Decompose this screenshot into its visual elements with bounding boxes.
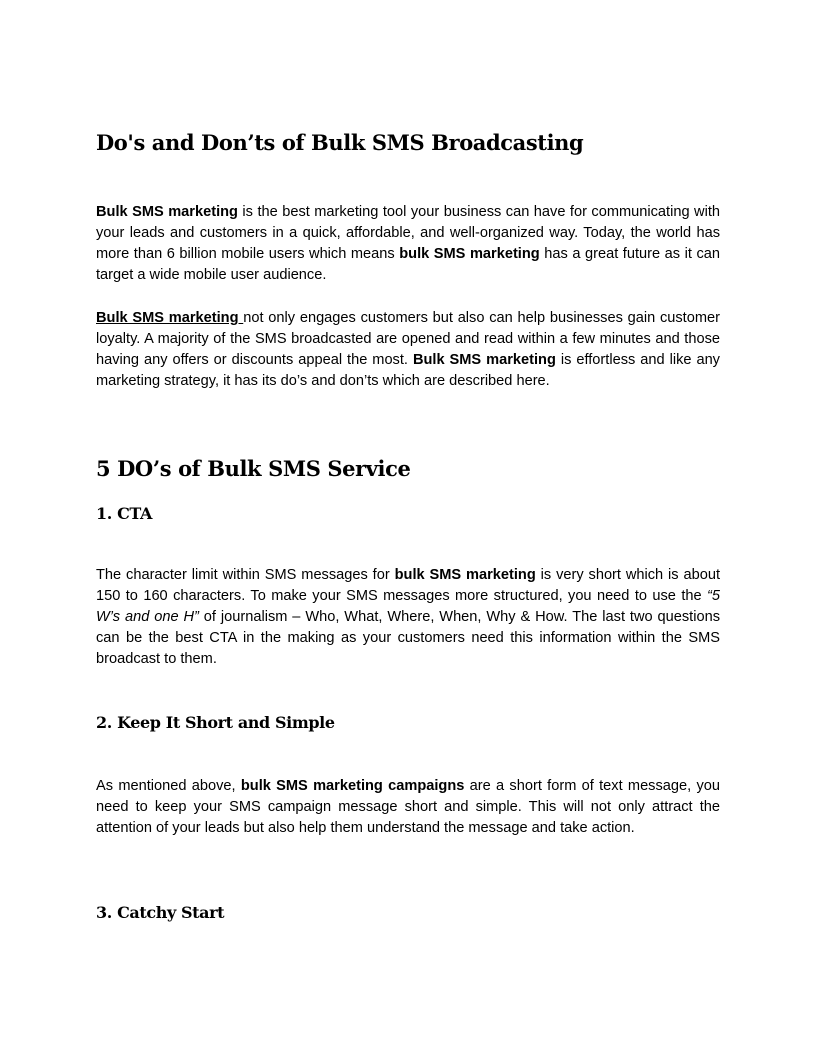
bulk-sms-marketing-link[interactable]: Bulk SMS marketing bbox=[96, 310, 244, 326]
section-heading-keep-it-short: 2. Keep It Short and Simple bbox=[96, 713, 335, 732]
section-paragraph-cta: The character limit within SMS messages for bulk SMS marketing is very short which is about 150 to 160 characters. To make your SMS messages more structured, you need to use the “5 W’s and one H” of journalism – Who, What, Where, When, Why & How. The last two questions can be the best CTA in the making as your customers need this information within the SMS broadcast to them. bbox=[96, 567, 721, 667]
bold-term: bulk SMS marketing campaigns bbox=[240, 778, 465, 794]
bold-term: bulk SMS marketing bbox=[399, 246, 540, 262]
bold-term: Bulk SMS marketing bbox=[96, 204, 238, 220]
section-paragraph-keep-it-short: As mentioned above, bulk SMS marketing campaigns are a short form of text message, you need to keep your SMS campaign message short and simple. This will not only attract the attention of your leads but also help them understand the message and take action. bbox=[96, 778, 720, 836]
intro-paragraph-2: Bulk SMS marketing not only engages customers but also can help businesses gain customer loyalty. A majority of the SMS broadcasted are opened and read within a few minutes and those having any offers or discounts appeal the most. Bulk SMS marketing is effortless and like any marketing strategy, it has its do’s and don’ts which are described here. bbox=[96, 310, 720, 389]
section-heading-cta: 1. CTA bbox=[96, 504, 153, 523]
italic-phrase: “5 W’s and one H” bbox=[96, 588, 720, 625]
section-heading-catchy-start: 3. Catchy Start bbox=[96, 903, 225, 922]
intro-paragraph-1: Bulk SMS marketing is the best marketing tool your business can have for communicating with your leads and customers in a quick, affordable, and well-organized way. Today, the world has more than 6 billion mobile users which means bulk SMS marketing has a great future as it can target a wide mobile user audience. bbox=[96, 204, 720, 283]
dos-heading: 5 DO’s of Bulk SMS Service bbox=[96, 456, 411, 481]
bold-term: bulk SMS marketing bbox=[394, 567, 536, 583]
document-title: Do's and Don’ts of Bulk SMS Broadcasting bbox=[96, 130, 584, 155]
bold-term: Bulk SMS marketing bbox=[412, 352, 556, 368]
